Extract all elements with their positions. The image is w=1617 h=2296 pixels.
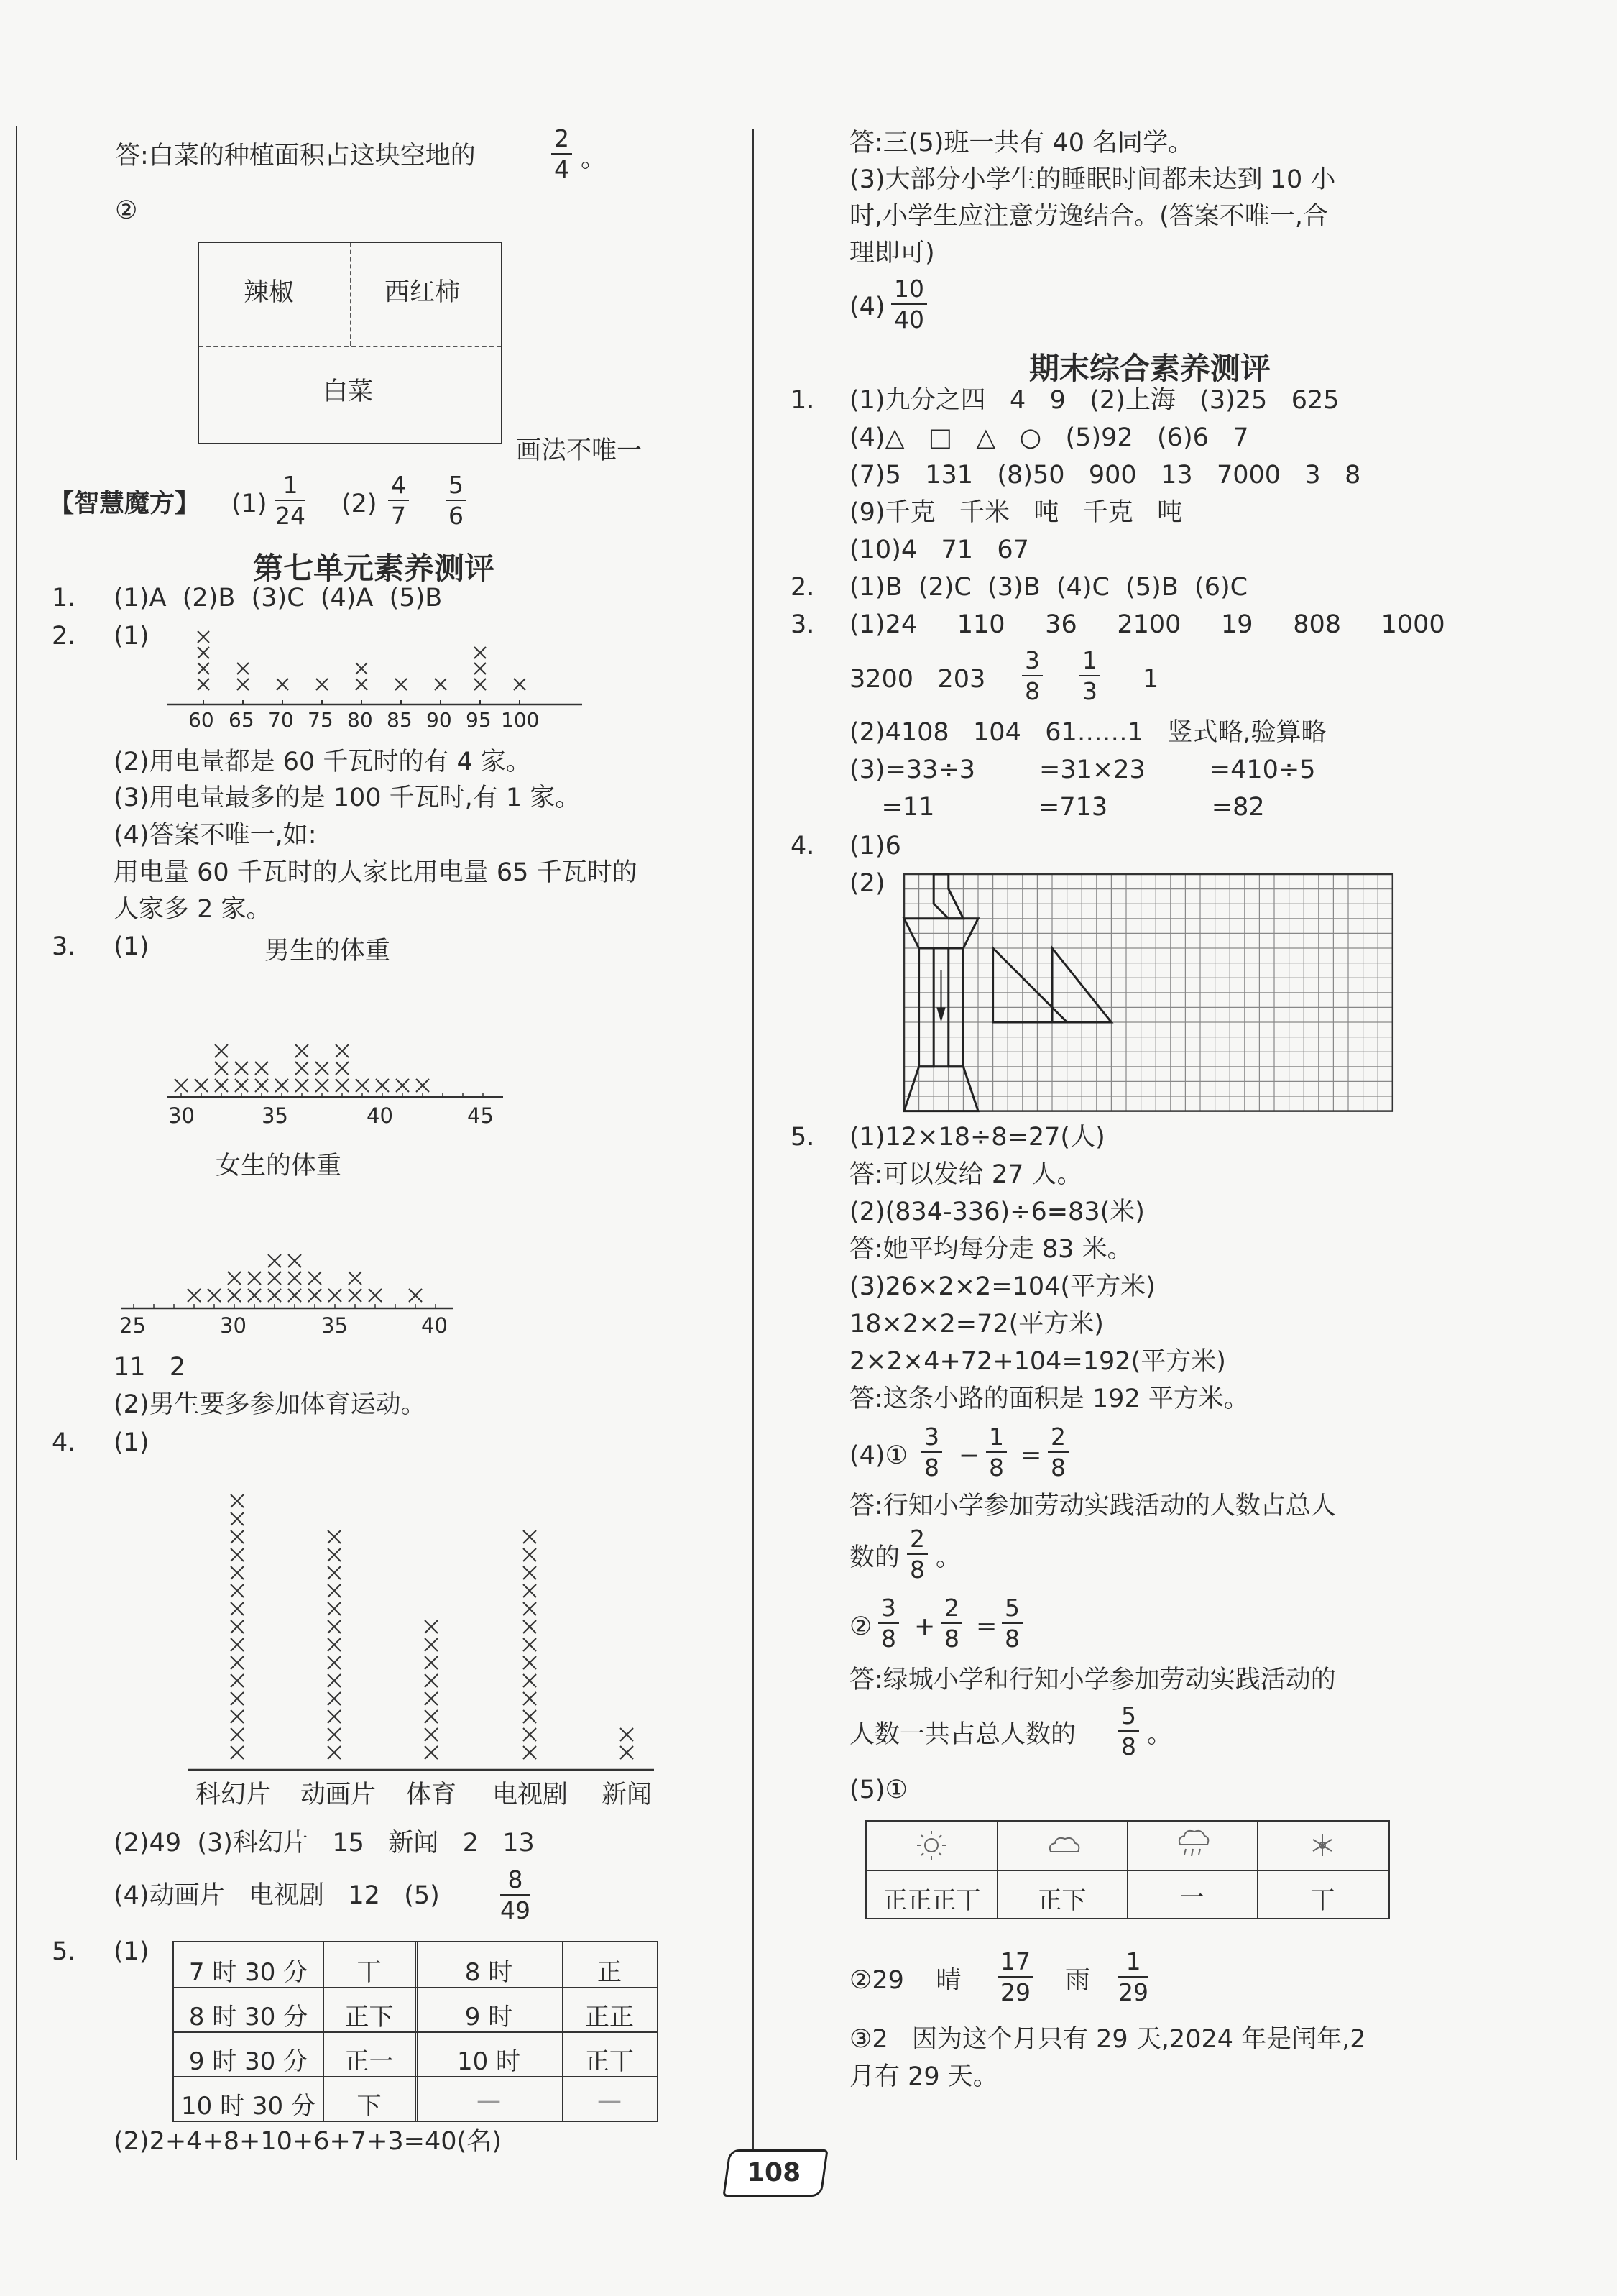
table-cell: 7 时 30 分: [188, 1958, 308, 1987]
text: (2): [341, 490, 377, 518]
note: 画法不唯一: [516, 436, 642, 465]
label-pepper: 辣椒: [244, 278, 295, 307]
operator: =: [976, 1612, 998, 1641]
table-cell: 8 时: [464, 1958, 513, 1987]
tick-label: 100: [501, 708, 540, 732]
answer-text: 答:她平均每分走 83 米。: [849, 1235, 1133, 1264]
fraction: $\frac{8}{49}$: [500, 1865, 530, 1924]
answer-text: (7)5 131 (8)50 900 13 7000 3 8: [849, 461, 1361, 490]
answer-text: 答:这条小路的面积是 192 平方米。: [849, 1385, 1249, 1413]
answer-text: (4)①: [849, 1441, 908, 1470]
answer-text: 用电量 60 千瓦时的人家比用电量 65 千瓦时的: [114, 858, 637, 887]
answer-text: ②: [849, 1612, 872, 1641]
answer-text: 理即可): [849, 239, 935, 267]
category-label: 新闻: [602, 1781, 653, 1809]
answer-text: (4)答案不唯一,如:: [114, 821, 317, 850]
fraction: $\frac{2}{8}$: [941, 1596, 962, 1650]
category-label: 科幻片: [195, 1781, 272, 1809]
tally-cell: 正下: [1037, 1886, 1087, 1915]
answer-text: 时,小学生应注意劳逸结合。(答案不唯一,合: [849, 202, 1328, 231]
answer-text: 答:三(5)班一共有 40 名同学。: [849, 129, 1194, 157]
fraction: $\frac{2}{8}$: [1048, 1425, 1069, 1479]
answer-text: (1)24 110 36 2100 19 808 1000: [849, 610, 1445, 639]
section-title: 期末综合素养测评: [1029, 351, 1271, 386]
text: (1): [114, 1428, 149, 1457]
tick-label: 60: [188, 708, 214, 732]
answer-text: (1)A (2)B (3)C (4)A (5)B: [114, 584, 443, 612]
fraction: $\frac{4}{7}$: [388, 473, 409, 528]
answer-text: 答:白菜的种植面积占这块空地的: [115, 142, 476, 170]
answer-text: (2)(834-336)÷6=83(米): [849, 1198, 1145, 1226]
text: (1): [114, 1937, 149, 1966]
answer-text: 2×2×4+72+104=192(平方米): [849, 1347, 1226, 1376]
plot-title: 女生的体重: [216, 1152, 342, 1180]
category-label: 电视剧: [492, 1781, 568, 1809]
tick-label: 35: [321, 1313, 348, 1338]
section-title: 第七单元素养测评: [253, 551, 495, 586]
tick-label: 90: [426, 708, 452, 732]
answer-text: (5)①: [849, 1776, 908, 1804]
label-cabbage: 白菜: [323, 377, 374, 406]
fraction: $\frac{2}{4}$: [551, 127, 572, 181]
answer-text: 答:行知小学参加劳动实践活动的人数占总人: [849, 1492, 1336, 1520]
answer-text: 答:可以发给 27 人。: [849, 1160, 1082, 1189]
category-label: 体育: [406, 1781, 457, 1809]
tally-cell: 正正正丅: [883, 1886, 981, 1915]
operator: =: [1021, 1441, 1042, 1470]
table-cell: —: [597, 2086, 622, 2115]
answer-text: (1)九分之四 4 9 (2)上海 (3)25 625: [849, 386, 1340, 415]
fraction: $\frac{3}{8}$: [878, 1596, 899, 1650]
table-cell: —: [476, 2086, 501, 2115]
answer-text: 人家多 2 家。: [114, 895, 272, 924]
table-cell: 正正: [585, 2003, 634, 2031]
fraction: $\frac{5}{8}$: [1002, 1596, 1023, 1650]
tick-label: 25: [119, 1313, 146, 1338]
answer-text: (2)男生要多参加体育运动。: [114, 1390, 426, 1419]
shape-trapezoid-lower: [904, 1067, 978, 1111]
fraction: $\frac{5}{8}$: [1118, 1704, 1139, 1758]
q-number: 5.: [52, 1937, 76, 1966]
answer-text: (2)4108 104 61……1 竖式略,验算略: [849, 718, 1327, 747]
fraction: $\frac{1}{24}$: [275, 471, 305, 530]
tick-label: 70: [268, 708, 294, 732]
answer-text: ②29 晴: [849, 1966, 962, 1995]
tick-label: 30: [220, 1313, 247, 1338]
answer-text: (9)千克 千米 吨 千克 吨: [849, 498, 1183, 527]
table-cell: 10 时 30 分: [181, 2092, 315, 2121]
arrow-head: [936, 1007, 945, 1022]
fraction: $\frac{3}{8}$: [1022, 648, 1043, 703]
tick-label: 85: [387, 708, 413, 732]
table-cell: 正: [597, 1958, 622, 1987]
operator: +: [914, 1612, 936, 1641]
tick-label: 75: [308, 708, 333, 732]
q-number: 1.: [52, 584, 76, 612]
fraction: $\frac{1}{29}$: [1118, 1947, 1148, 2006]
answer-text: (2)49 (3)科幻片 15 新闻 2 13: [114, 1829, 535, 1858]
fraction: $\frac{10}{40}$: [891, 277, 927, 331]
table-cell: 9 时 30 分: [188, 2047, 308, 2076]
answer-text: 11 2: [114, 1353, 186, 1382]
answer-text: (4)△ □ △ ○ (5)92 (6)6 7: [849, 423, 1249, 452]
triangle-a: [993, 948, 1067, 1022]
answer-text: (3)用电量最多的是 100 千瓦时,有 1 家。: [114, 784, 581, 812]
answer-text: 答:绿城小学和行知小学参加劳动实践活动的: [849, 1666, 1336, 1694]
answer-text: 月有 29 天。: [849, 2062, 998, 2091]
answer-text: (1)12×18÷8=27(人): [849, 1123, 1105, 1152]
fraction: $\frac{17}{29}$: [998, 1950, 1033, 2004]
tick-label: 45: [467, 1103, 494, 1128]
tick-label: 35: [262, 1103, 288, 1128]
fraction: $\frac{5}{6}$: [446, 473, 466, 528]
fraction: $\frac{1}{8}$: [986, 1425, 1007, 1479]
tick-label: 30: [168, 1103, 195, 1128]
answer-text: (3)26×2×2=104(平方米): [849, 1272, 1156, 1301]
tick-label: 40: [421, 1313, 448, 1338]
answer-text: (10)4 71 67: [849, 536, 1029, 564]
answer-text: (2): [849, 869, 885, 898]
answer-text: 数的: [849, 1543, 900, 1572]
q-number: 3.: [52, 932, 76, 961]
answer-text: (3)大部分小学生的睡眠时间都未达到 10 小: [849, 165, 1336, 194]
answer-text: (3)=33÷3 =31×23 =410÷5: [849, 756, 1316, 784]
operator: −: [959, 1441, 980, 1470]
text: (1): [231, 490, 267, 518]
answer-text: (1)B (2)C (3)B (4)C (5)B (6)C: [849, 573, 1248, 602]
table-cell: 正下: [344, 2003, 394, 2031]
fraction: $\frac{1}{3}$: [1079, 648, 1100, 703]
tick-label: 80: [347, 708, 373, 732]
table-cell: 10 时: [456, 2047, 521, 2076]
table-cell: 9 时: [464, 2003, 513, 2031]
text: (1): [114, 932, 149, 961]
table-cell: 丅: [356, 1958, 382, 1987]
answer-text: (1)6: [849, 832, 901, 860]
tick-label: 95: [466, 708, 492, 732]
item-label: ②: [115, 196, 138, 225]
section-label: 【智慧魔方】: [49, 490, 201, 518]
answer-text: 雨: [1065, 1966, 1091, 1995]
answer-text: 18×2×2=72(平方米): [849, 1310, 1104, 1338]
q-number: 2.: [52, 622, 76, 651]
category-label: 动画片: [300, 1781, 377, 1809]
tick-label: 40: [367, 1103, 393, 1128]
q-number: 4.: [52, 1428, 76, 1457]
answer-text: (4): [849, 293, 885, 321]
tick-label: 65: [229, 708, 254, 732]
answer-text: 3200 203: [849, 665, 986, 694]
q-number: 5.: [791, 1123, 815, 1152]
plot-title: 男生的体重: [264, 937, 391, 965]
period: 。: [581, 144, 607, 173]
answer-text: ③2 因为这个月只有 29 天,2024 年是闰年,2: [849, 2025, 1366, 2054]
text: (1): [114, 622, 149, 651]
q-number: 1.: [791, 386, 815, 415]
answer-text: 人数一共占总人数的: [849, 1720, 1077, 1749]
q-number: 3.: [791, 610, 815, 639]
table-cell: 下: [356, 2092, 382, 2121]
answer-text: (2)用电量都是 60 千瓦时的有 4 家。: [114, 748, 531, 776]
fraction: $\frac{2}{8}$: [907, 1527, 928, 1581]
table-cell: 8 时 30 分: [188, 2003, 308, 2031]
answer-text: 1: [1143, 665, 1159, 694]
table-cell: 正一: [344, 2047, 394, 2076]
tally-cell: 一: [1179, 1883, 1204, 1912]
q-number: 2.: [791, 573, 815, 602]
tally-cell: 丅: [1310, 1886, 1335, 1915]
table-cell: 正丅: [585, 2047, 634, 2076]
fraction: $\frac{3}{8}$: [921, 1425, 942, 1479]
answer-text: (4)动画片 电视剧 12 (5): [114, 1881, 440, 1910]
period: 。: [1147, 1720, 1173, 1749]
period: 。: [936, 1543, 962, 1572]
answer-text: =11 =713 =82: [849, 793, 1265, 822]
page-number: 108: [747, 2158, 801, 2187]
answer-text: (2)2+4+8+10+6+7+3=40(名): [114, 2127, 502, 2156]
label-tomato: 西红柿: [384, 278, 461, 307]
q-number: 4.: [791, 832, 815, 860]
